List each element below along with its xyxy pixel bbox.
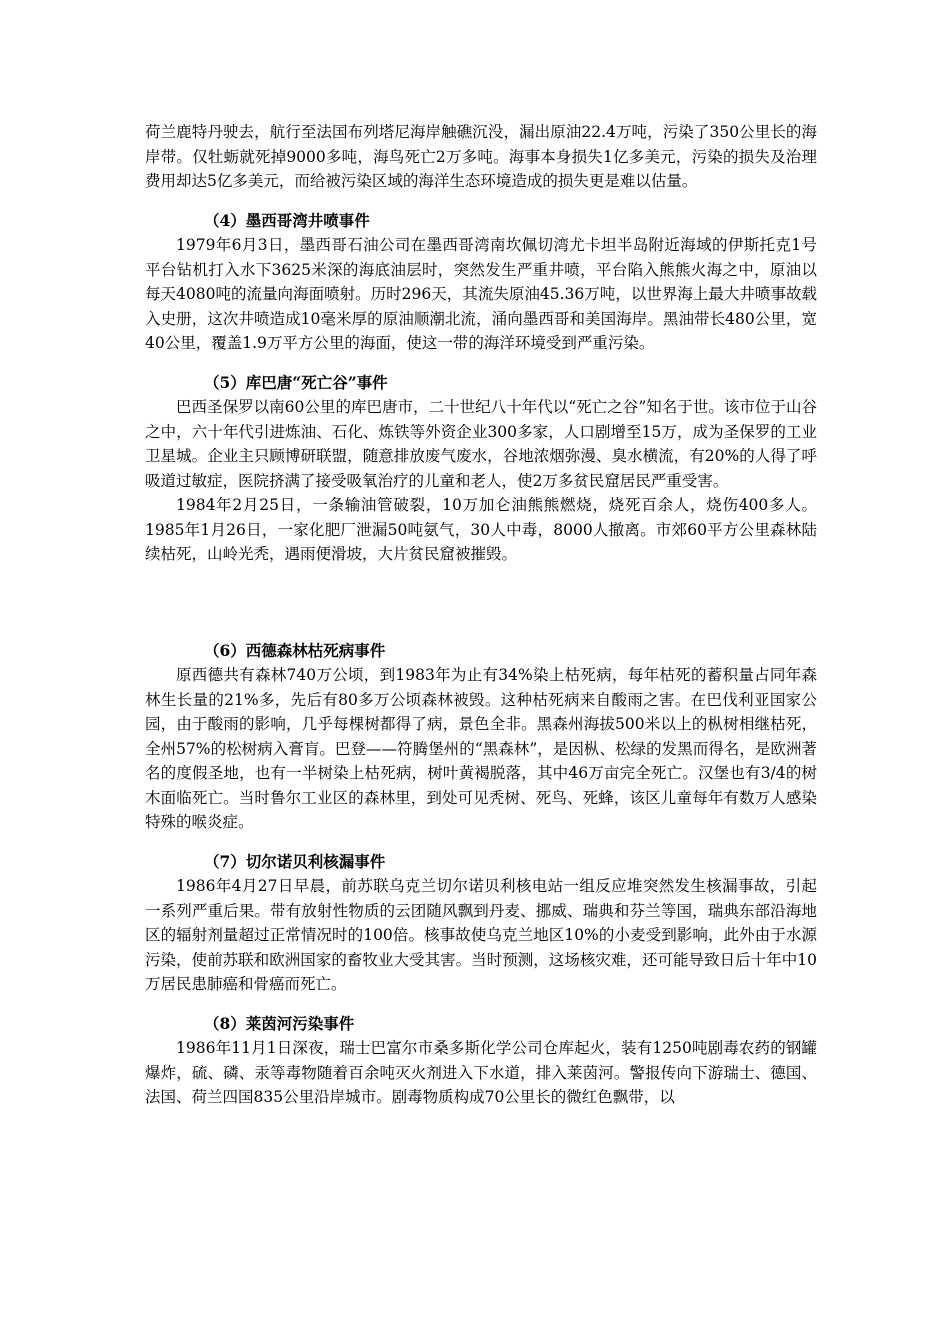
section-paragraph: 1984年2月25日，一条输油管破裂，10万加仑油熊熊燃烧，烧死百余人，烧伤400多人。1985年1月26日，一家化肥厂泄漏50吨氨气，30人中毒，8000人撤离。市郊60平方公里森林陆续枯死，山岭光秃，遇雨便滑坡，大片贫民窟被摧毁。 <box>145 496 817 563</box>
intro-continuation: 荷兰鹿特丹驶去，航行至法国布列塔尼海岸触礁沉没，漏出原油22.4万吨，污染了350公里长的海岸带。仅牡蛎就死掉9000多吨，海鸟死亡2万多吨。海事本身损失1亿多美元，污染的损失及治理费用却达5亿多美元，而给被污染区域的海洋生态环境造成的损失更是难以估量。 <box>145 123 817 190</box>
section-heading: （8）莱茵河污染事件 <box>204 1013 355 1033</box>
document-page <box>145 120 817 1110</box>
section-west-germany-forest-dieback <box>145 639 817 835</box>
section-paragraph: 原西德共有森林740万公顷，到1983年为止有34%染上枯死病，每年枯死的蓄积量占同年森林生长量的21%多，先后有80多万公顷森林被毁。这种枯死病来自酸雨之害。在巴伐利亚国家公园，由于酸雨的影响，几乎每棵树都得了病，景色全非。黑森州海拔500米以上的枞树相继枯死，全州57%的松树病入膏肓。巴登——符腾堡州的“黑森林”，是因枞、松绿的发黑而得名，是欧洲著名的度假圣地，也有一半树染上枯死病，树叶黄褐脱落，其中46万亩完全死亡。汉堡也有3/4的树木面临死亡。当时鲁尔工业区的森林里，到处可见秃树、死鸟、死蜂，该区儿童每年有数万人感染特殊的喉炎症。 <box>145 666 817 831</box>
section-paragraph: 巴西圣保罗以南60公里的库巴唐市，二十世纪八十年代以“死亡之谷”知名于世。该市位于山谷之中，六十年代引进炼油、石化、炼铁等外资企业300多家，人口剧增至15万，成为圣保罗的工业卫星城。企业主只顾博研联盟，随意排放废气废水，谷地浓烟弥漫、臭水横流，有20%的人得了呼吸道过敏症，医院挤满了接受吸氧治疗的儿童和老人，使2万多贫民窟居民严重受害。 <box>145 398 817 490</box>
section-paragraph: 1979年6月3日，墨西哥石油公司在墨西哥湾南坎佩切湾尤卡坦半岛附近海域的伊斯托克1号平台钻机打入水下3625米深的海底油层时，突然发生严重井喷，平台陷入熊熊火海之中，原油以每天4080吨的流量向海面喷射。历时296天，其流失原油45.36万吨，以世界海上最大井喷事故载入史册，这次井喷造成10毫米厚的原油顺潮北流，涌向墨西哥和美国海岸。黑油带长480公里，宽40公里，覆盖1.9万平方公里的海面，使这一带的海洋环境受到严重污染。 <box>145 236 817 352</box>
section-cubatao-death-valley <box>145 371 817 567</box>
section-paragraph: 1986年11月1日深夜，瑞士巴富尔市桑多斯化学公司仓库起火，装有1250吨剧毒农药的钢罐爆炸，硫、磷、汞等毒物随着百余吨灭火剂进入下水道，排入莱茵河。警报传向下游瑞士、德国、法国、荷兰四国835公里沿岸城市。剧毒物质构成70公里长的微红色飘带，以 <box>145 1039 817 1106</box>
section-heading: （5）库巴唐“死亡谷”事件 <box>204 372 388 392</box>
blank-spacer <box>145 567 817 624</box>
section-heading: （6）西德森林枯死病事件 <box>204 640 386 660</box>
section-paragraph: 1986年4月27日早晨，前苏联乌克兰切尔诺贝利核电站一组反应堆突然发生核漏事故，引起一系列严重后果。带有放射性物质的云团随风飘到丹麦、挪威、瑞典和芬兰等国，瑞典东部沿海地区的辐射剂量超过正常情况时的100倍。核事故使乌克兰地区10%的小麦受到影响，此外由于水源污染，使前苏联和欧洲国家的畜牧业大受其害。当时预测，这场核灾难，还可能导致日后十年中10万居民患肺癌和骨癌而死亡。 <box>145 877 817 993</box>
section-rhine-pollution <box>145 1012 817 1110</box>
section-mexico-gulf-blowout <box>145 209 817 356</box>
section-chernobyl-leak <box>145 850 817 997</box>
section-heading: （4）墨西哥湾井喷事件 <box>204 210 370 230</box>
section-heading: （7）切尔诺贝利核漏事件 <box>204 851 386 871</box>
